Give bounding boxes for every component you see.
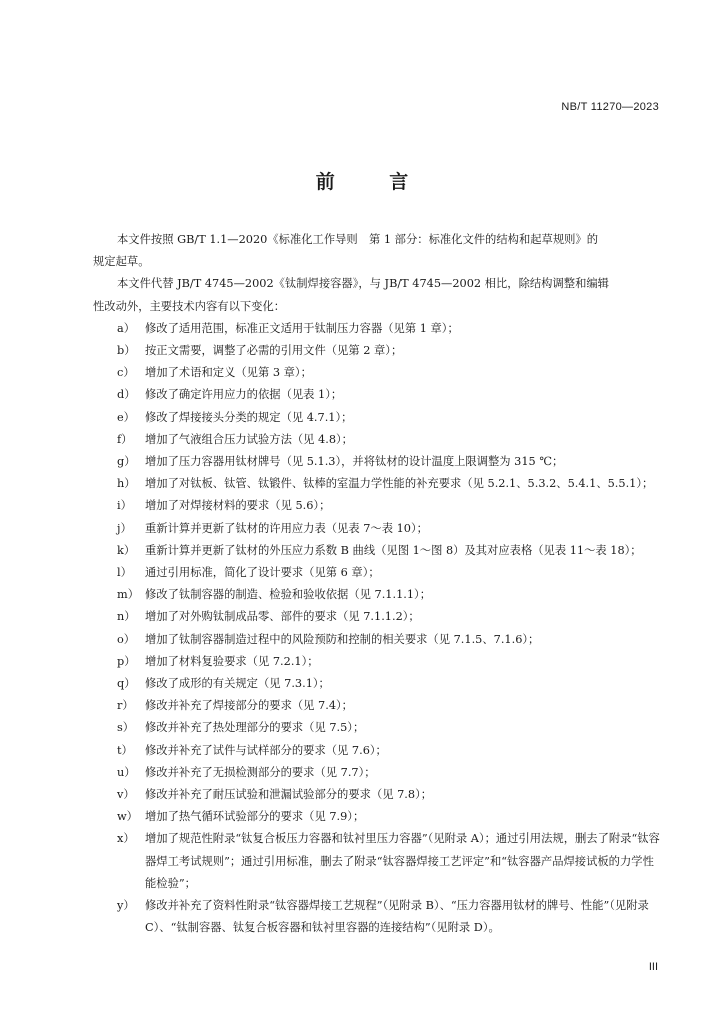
- list-item-label: d）: [117, 388, 136, 402]
- list-item-text: 增加了气液组合压力试验方法（见 4.8）；: [145, 432, 353, 446]
- list-item: [117, 762, 662, 784]
- list-item-text: 修改并补充了热处理部分的要求（见 7.5）；: [145, 721, 365, 735]
- list-item-text: 增加了压力容器用钛材牌号（见 5.1.3），并将钛材的设计温度上限调整为 315 ℃；: [145, 455, 564, 469]
- list-item: [117, 606, 662, 628]
- standard-code: NB/T 11270—2023: [561, 101, 659, 113]
- list-item-label: r）: [117, 699, 134, 713]
- list-item-label: g）: [117, 455, 136, 469]
- paragraph-line: 规定起草。: [93, 255, 150, 269]
- list-item: [117, 651, 662, 673]
- list-item-label: o）: [117, 632, 136, 646]
- list-item-label: t）: [117, 743, 133, 757]
- list-item-text: 重新计算并更新了钛材的外压应力系数 B 曲线（见图 1～图 8）及其对应表格（见表 11～表 18）；: [145, 543, 642, 557]
- list-item: [117, 584, 662, 606]
- list-item-label: l）: [117, 566, 132, 580]
- change-list: [117, 318, 662, 940]
- document-body: [93, 229, 662, 940]
- page-title: 前 言: [315, 171, 433, 193]
- page-number: III: [648, 961, 658, 973]
- list-item-label: y）: [117, 899, 135, 913]
- list-item: [117, 495, 662, 517]
- list-item-label: i）: [117, 499, 132, 513]
- list-item: [117, 806, 662, 828]
- list-item: [117, 740, 662, 762]
- list-item: [117, 318, 662, 340]
- list-item-text: 增加了对钛板、钛管、钛锻件、钛棒的室温力学性能的补充要求（见 5.2.1、5.3.2、5.4.1、5.5.1）；: [145, 477, 654, 491]
- list-item-label: x）: [117, 832, 135, 846]
- list-item-label: n）: [117, 610, 136, 624]
- paragraph-line: 性改动外，主要技术内容有以下变化：: [93, 299, 286, 313]
- list-item-label: s）: [117, 721, 135, 735]
- list-item-text: 修改了适用范围，标准正文适用于钛制压力容器（见第 1 章）；: [145, 321, 459, 335]
- list-item: [117, 362, 662, 384]
- list-item: [117, 784, 662, 806]
- list-item-label: u）: [117, 765, 136, 779]
- paragraph: [93, 273, 662, 317]
- list-item: [117, 384, 662, 406]
- list-item: [117, 695, 662, 717]
- list-item-text: 修改并补充了试件与试样部分的要求（见 7.6）；: [145, 743, 387, 757]
- list-item: [117, 828, 662, 895]
- list-item-label: a）: [117, 321, 136, 335]
- list-item-text: 重新计算并更新了钛材的许用应力表（见表 7～表 10）；: [145, 521, 428, 535]
- list-item-text: 增加了钛制容器制造过程中的风险预防和控制的相关要求（见 7.1.5、7.1.6）；: [145, 632, 540, 646]
- list-item-label: k）: [117, 543, 136, 557]
- list-item: [117, 340, 662, 362]
- list-item-text: 增加了材料复验要求（见 7.2.1）；: [145, 654, 319, 668]
- list-item-text: 增加了对焊接材料的要求（见 5.6）；: [145, 499, 331, 513]
- list-item: [117, 407, 662, 429]
- list-item-text: 增加了对外购钛制成品零、部件的要求（见 7.1.1.2）；: [145, 610, 420, 624]
- list-item-text: 增加了术语和定义（见第 3 章）；: [145, 366, 312, 380]
- list-item: [117, 895, 662, 939]
- list-item: [117, 429, 662, 451]
- list-item: [117, 518, 662, 540]
- list-item-label: p）: [117, 654, 136, 668]
- list-item-text: 修改并补充了无损检测部分的要求（见 7.7）；: [145, 765, 376, 779]
- list-item: [117, 540, 662, 562]
- list-item-text: 通过引用标准，简化了设计要求（见第 6 章）；: [145, 566, 380, 580]
- list-item-text: 修改了确定许用应力的依据（见表 1）；: [145, 388, 343, 402]
- list-item-label: f）: [117, 432, 133, 446]
- paragraph-line: 本文件按照 GB/T 1.1—2020《标准化工作导则 第 1 部分：标准化文件的结构和起草规则》的: [117, 233, 599, 246]
- list-item: [117, 473, 662, 495]
- list-item-label: j）: [117, 521, 132, 535]
- list-item-label: q）: [117, 677, 136, 691]
- list-item: [117, 451, 662, 473]
- list-item: [117, 673, 662, 695]
- list-item-label: w）: [117, 810, 138, 824]
- list-item-label: v）: [117, 788, 135, 802]
- paragraph-line: 本文件代替 JB/T 4745—2002《钛制焊接容器》，与 JB/T 4745—2002 相比，除结构调整和编辑: [117, 277, 609, 291]
- list-item-label: h）: [117, 477, 136, 491]
- list-item-text: 增加了规范性附录“钛复合板压力容器和钛衬里压力容器”（见附录 A）；通过引用法规，删去了附录“钛容器焊工考试规则”；通过引用标准，删去了附录“钛容器焊接工艺评定”和“钛容器产品焊接试板的力学性能检验”；: [145, 832, 660, 890]
- list-item-text: 修改了成形的有关规定（见 7.3.1）；: [145, 677, 330, 691]
- list-item: [117, 562, 662, 584]
- list-item-text: 增加了热气循环试验部分的要求（见 7.9）；: [145, 810, 365, 824]
- paragraph: [93, 229, 662, 273]
- list-item-text: 修改了钛制容器的制造、检验和验收依据（见 7.1.1.1）；: [145, 588, 431, 602]
- list-item-label: b）: [117, 344, 136, 358]
- list-item: [117, 717, 662, 739]
- list-item-label: m）: [117, 588, 140, 602]
- list-item-label: c）: [117, 366, 135, 380]
- list-item: [117, 629, 662, 651]
- list-item-text: 修改并补充了焊接部分的要求（见 7.4）；: [145, 699, 353, 713]
- list-item-text: 修改了焊接接头分类的规定（见 4.7.1）；: [145, 410, 353, 424]
- list-item-label: e）: [117, 410, 135, 424]
- list-item-text: 修改并补充了资料性附录“钛容器焊接工艺规程”（见附录 B）、“压力容器用钛材的牌号、性能”（见附录 C）、“钛制容器、钛复合板容器和钛衬里容器的连接结构”（见附录 D）。: [145, 899, 649, 935]
- list-item-text: 按正文需要，调整了必需的引用文件（见第 2 章）；: [145, 344, 403, 358]
- list-item-text: 修改并补充了耐压试验和泄漏试验部分的要求（见 7.8）；: [145, 788, 433, 802]
